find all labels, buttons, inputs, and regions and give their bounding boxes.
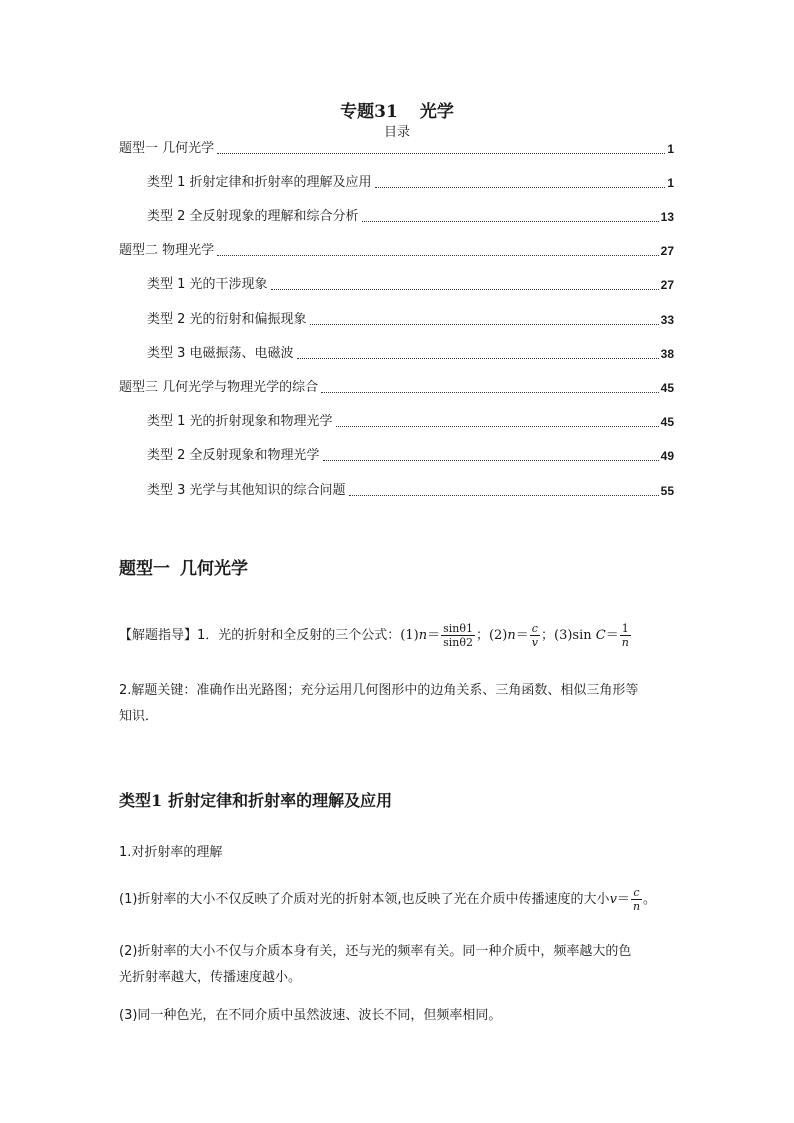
toc-leader: [349, 494, 659, 496]
toc-entry[interactable]: [119, 140, 674, 158]
item-1: [119, 886, 719, 913]
toc-entry-page: 49: [660, 449, 674, 463]
toc-entry-page: 55: [660, 484, 674, 498]
section-heading-b: 几何光学: [180, 559, 248, 579]
toc-leader: [321, 391, 659, 393]
key-line-1: 2.解题关键：准确作出光路图；充分运用几何图形中的边角关系、三角函数、相似三角形等: [119, 683, 639, 698]
subsection-heading: [119, 788, 392, 811]
subsection-heading-b: 折射定律和折射率的理解及应用: [168, 791, 393, 810]
section-heading-a: 题型一: [119, 559, 170, 579]
toc-entry-label: 类型 1 折射定律和折射率的理解及应用: [147, 175, 372, 190]
key-line-2: 知识．: [119, 709, 159, 724]
toc-entry[interactable]: [147, 311, 674, 329]
subsection-heading-a: 类型1: [119, 791, 163, 810]
guide-paragraph: [119, 622, 719, 649]
item-2-line-1: (2)折射率的大小不仅与介质本身有关，还与光的频率有关。同一种介质中，频率越大的色: [119, 944, 632, 959]
formula-2-fraction: $\frac{c}{v}$: [531, 622, 538, 649]
section-heading: [119, 554, 248, 579]
toc-entry-label: 类型 1 光的折射现象和物理光学: [147, 414, 333, 429]
toc-entry-page: 1: [667, 142, 674, 156]
key-paragraph: [119, 678, 689, 730]
toc-heading: 目录: [383, 125, 410, 140]
toc-entry[interactable]: [147, 447, 674, 465]
formula-1-label: (1): [400, 628, 419, 643]
formula-3-var: C: [595, 628, 606, 643]
guide-prefix: 【解题指导】1．光的折射和全反射的三个公式：: [119, 628, 401, 643]
item-1-var: v: [609, 892, 617, 907]
toc-leader: [271, 288, 659, 290]
toc-entry-label: 类型 3 光学与其他知识的综合问题: [147, 483, 346, 498]
toc-entry[interactable]: [147, 174, 674, 192]
item-2: [119, 939, 689, 991]
toc-entry-label: 类型 1 光的干涉现象: [147, 277, 268, 292]
toc-entry[interactable]: [119, 242, 674, 260]
toc-entry-page: 45: [660, 415, 674, 429]
toc-leader: [375, 186, 666, 188]
formula-3-fraction: $\frac{1}{n}$: [621, 622, 629, 649]
toc-entry-page: 1: [667, 176, 674, 190]
equals-sign: ＝: [515, 628, 529, 643]
toc-entry-page: 33: [660, 313, 674, 327]
toc-entry-page: 27: [660, 244, 674, 258]
formula-1-var: n: [418, 628, 428, 643]
toc-entry[interactable]: [147, 413, 674, 431]
item-1-end: 。: [643, 892, 657, 907]
toc-entry-label: 题型一 几何光学: [119, 141, 215, 156]
toc-leader: [323, 459, 659, 461]
equals-sign: ＝: [616, 892, 630, 907]
item-1-text: (1)折射率的大小不仅反映了介质对光的折射本领,也反映了光在介质中传播速度的大小: [119, 892, 610, 907]
toc-entry-label: 题型三 几何光学与物理光学的综合: [119, 380, 319, 395]
toc-leader: [362, 220, 659, 222]
toc-entry-label: 类型 2 光的衍射和偏振现象: [147, 312, 307, 327]
formula-2-label: ；(2): [475, 628, 508, 643]
item-0: 1.对折射率的理解: [119, 845, 223, 860]
item-3: (3)同一种色光，在不同介质中虽然波速、波长不同，但频率相同。: [119, 1008, 502, 1023]
equals-sign: ＝: [605, 628, 619, 643]
toc-entry-page: 45: [660, 381, 674, 395]
item-1-fraction: $\frac{c}{n}$: [632, 886, 641, 913]
toc-leader: [310, 323, 659, 325]
title-topic: 光学: [419, 102, 454, 122]
toc-leader: [336, 425, 659, 427]
toc-entry[interactable]: [119, 379, 674, 397]
toc-entry-label: 类型 3 电磁振荡、电磁波: [147, 346, 294, 361]
toc-entry-page: 13: [660, 210, 674, 224]
toc-leader: [297, 357, 659, 359]
toc-entry-page: 27: [660, 278, 674, 292]
document-title: [0, 97, 794, 122]
formula-1-fraction: $\frac{\sin\theta 1}{\sin\theta 2}$: [443, 622, 473, 649]
equals-sign: ＝: [427, 628, 441, 643]
toc-leader: [217, 152, 665, 154]
title-number: 专题31: [340, 102, 398, 122]
toc-entry[interactable]: [147, 208, 674, 226]
formula-2-var: n: [507, 628, 516, 643]
toc-entry[interactable]: [147, 345, 674, 363]
item-2-line-2: 光折射率越大，传播速度越小。: [119, 970, 302, 985]
toc-entry-label: 题型二 物理光学: [119, 243, 215, 258]
toc-entry-label: 类型 2 全反射现象的理解和综合分析: [147, 209, 359, 224]
toc-leader: [217, 254, 659, 256]
toc-entry[interactable]: [147, 276, 674, 294]
formula-3-label: ；(3)sin: [541, 628, 592, 643]
toc-entry-label: 类型 2 全反射现象和物理光学: [147, 448, 320, 463]
toc-entry-page: 38: [660, 347, 674, 361]
toc-entry[interactable]: [147, 482, 674, 500]
